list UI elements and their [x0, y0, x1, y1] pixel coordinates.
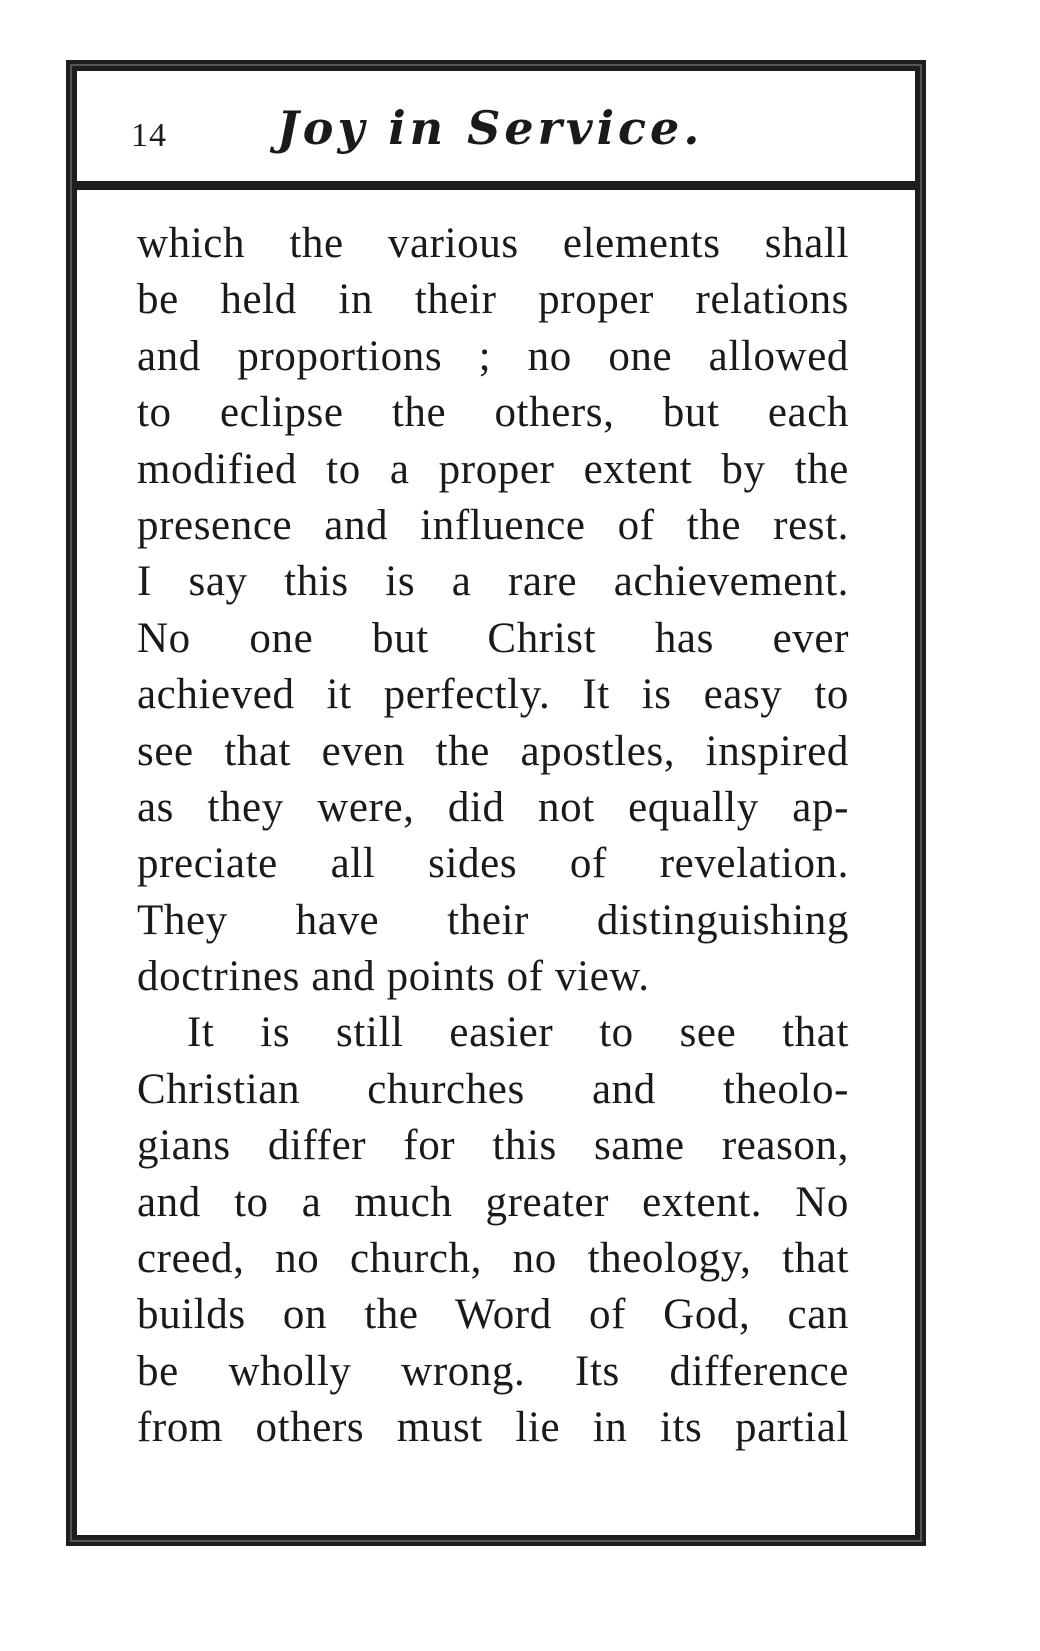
text-line: as they were, did not equally ap- — [137, 783, 849, 831]
text-line: see that even the apostles, inspired — [137, 727, 849, 775]
text-line: I say this is a rare achievement. — [137, 558, 849, 606]
text-line: be held in their proper relations — [137, 276, 849, 324]
text-line: be wholly wrong. Its difference — [137, 1347, 849, 1395]
text-line: doctrines and points of view. — [137, 953, 650, 1001]
text-line: creed, no church, no theology, that — [137, 1235, 849, 1283]
text-line: preciate all sides of revelation. — [137, 840, 849, 888]
page-number: 14 — [131, 117, 167, 154]
text-line: to eclipse the others, but each — [137, 389, 849, 437]
text-line: modified to a proper extent by the — [137, 445, 849, 493]
text-line: builds on the Word of God, can — [137, 1291, 849, 1339]
text-line: and to a much greater extent. No — [137, 1178, 849, 1226]
text-line: and proportions ; no one allowed — [137, 332, 849, 380]
page-header — [77, 71, 915, 190]
page-frame — [66, 60, 926, 1546]
text-line: gians differ for this same reason, — [137, 1122, 849, 1170]
text-line: presence and influence of the rest. — [137, 501, 849, 549]
text-line: from others must lie in its partial — [137, 1404, 849, 1452]
running-title: Joy in Service. — [277, 101, 704, 155]
text-line: Christian churches and theolo- — [137, 1065, 849, 1113]
text-line: No one but Christ has ever — [137, 614, 849, 662]
text-line: which the various elements shall — [137, 220, 849, 267]
text-line: achieved it perfectly. It is easy to — [137, 671, 849, 719]
text-line: They have their distinguishing — [137, 896, 849, 944]
body-text — [137, 216, 849, 1457]
text-line: It is still easier to see that — [187, 1009, 849, 1057]
